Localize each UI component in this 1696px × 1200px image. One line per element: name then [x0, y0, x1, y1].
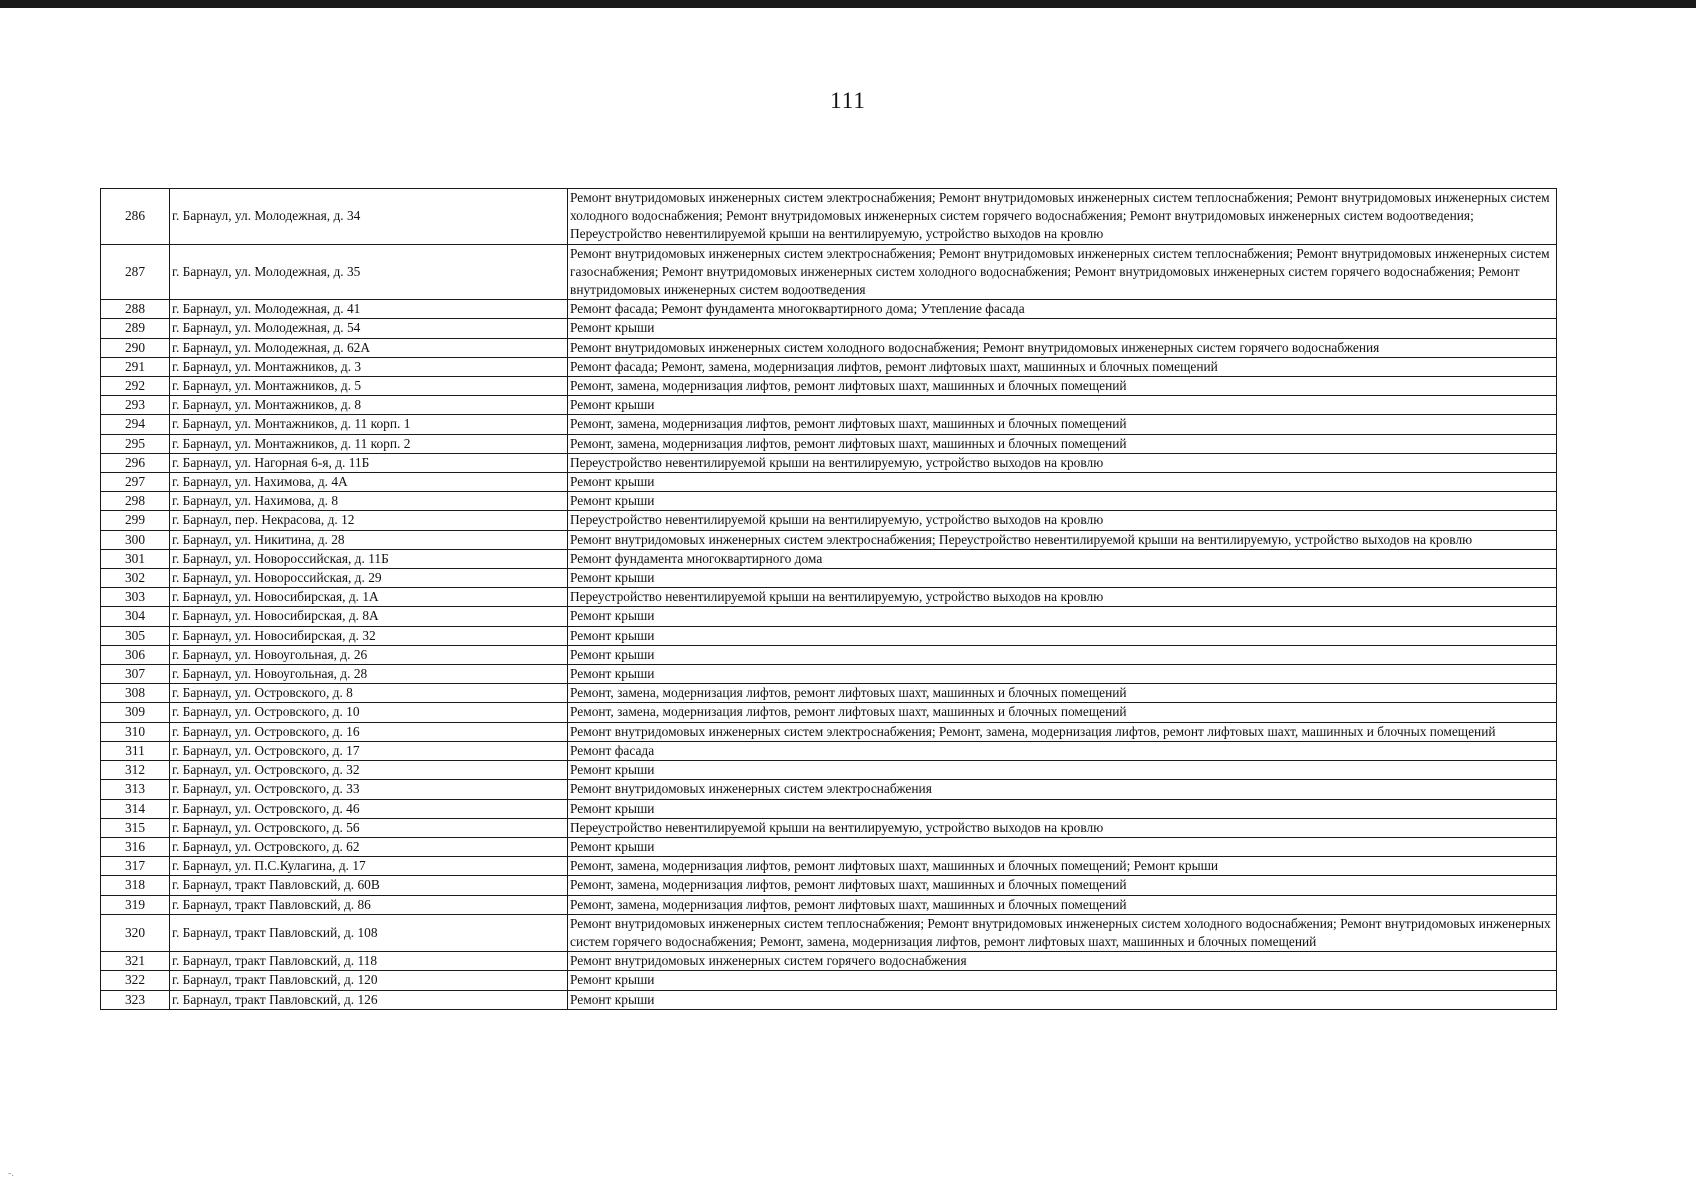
row-number: 302: [101, 569, 170, 588]
row-address: г. Барнаул, ул. Островского, д. 32: [170, 761, 568, 780]
table-row: [101, 300, 1557, 319]
row-works: Ремонт крыши: [568, 319, 1557, 338]
scan-stray-mark: -.: [8, 1168, 14, 1179]
row-works: Ремонт крыши: [568, 473, 1557, 492]
row-address: г. Барнаул, ул. Молодежная, д. 34: [170, 189, 568, 245]
repair-program-table: [100, 188, 1557, 1010]
row-address: г. Барнаул, тракт Павловский, д. 118: [170, 952, 568, 971]
row-number: 315: [101, 818, 170, 837]
row-works: Ремонт внутридомовых инженерных систем электроснабжения; Ремонт внутридомовых инженерных систем теплоснабжения; Ремонт внутридомовых инженерных систем газоснабжения; Ремонт внутридомовых инженерных систем холодного водоснабжения; Ремонт внутридомовых инженерных систем горячего водоснабжения; Ремонт внутридомовых инженерных систем водоотведения: [568, 244, 1557, 300]
table-body: [101, 189, 1557, 1010]
table-row: [101, 837, 1557, 856]
row-address: г. Барнаул, ул. Никитина, д. 28: [170, 530, 568, 549]
row-works: Ремонт, замена, модернизация лифтов, ремонт лифтовых шахт, машинных и блочных помещений: [568, 703, 1557, 722]
row-number: 317: [101, 857, 170, 876]
row-number: 321: [101, 952, 170, 971]
row-number: 323: [101, 990, 170, 1009]
row-number: 298: [101, 492, 170, 511]
table-row: [101, 338, 1557, 357]
row-works: Ремонт крыши: [568, 396, 1557, 415]
row-number: 290: [101, 338, 170, 357]
table-row: [101, 453, 1557, 472]
row-works: Ремонт внутридомовых инженерных систем горячего водоснабжения: [568, 952, 1557, 971]
row-address: г. Барнаул, ул. Новоугольная, д. 28: [170, 665, 568, 684]
row-address: г. Барнаул, ул. Молодежная, д. 54: [170, 319, 568, 338]
row-works: Ремонт фасада: [568, 741, 1557, 760]
table-row: [101, 952, 1557, 971]
row-number: 291: [101, 357, 170, 376]
row-number: 319: [101, 895, 170, 914]
row-address: г. Барнаул, ул. Островского, д. 56: [170, 818, 568, 837]
table-row: [101, 703, 1557, 722]
table-row: [101, 857, 1557, 876]
table-row: [101, 799, 1557, 818]
row-address: г. Барнаул, ул. Новосибирская, д. 8А: [170, 607, 568, 626]
row-address: г. Барнаул, ул. Монтажников, д. 11 корп. 2: [170, 434, 568, 453]
row-works: Переустройство невентилируемой крыши на вентилируемую, устройство выходов на кровлю: [568, 511, 1557, 530]
row-works: Ремонт внутридомовых инженерных систем теплоснабжения; Ремонт внутридомовых инженерных систем холодного водоснабжения; Ремонт внутридомовых инженерных систем горячего водоснабжения; Ремонт, замена, модернизация лифтов, ремонт лифтовых шахт, машинных и блочных помещений: [568, 914, 1557, 951]
row-number: 301: [101, 549, 170, 568]
table-row: [101, 780, 1557, 799]
table-row: [101, 357, 1557, 376]
row-address: г. Барнаул, ул. Островского, д. 16: [170, 722, 568, 741]
row-number: 297: [101, 473, 170, 492]
row-works: Ремонт фасада; Ремонт, замена, модернизация лифтов, ремонт лифтовых шахт, машинных и блочных помещений: [568, 357, 1557, 376]
table-row: [101, 684, 1557, 703]
row-number: 312: [101, 761, 170, 780]
table-row: [101, 607, 1557, 626]
row-number: 289: [101, 319, 170, 338]
row-works: Ремонт фасада; Ремонт фундамента многоквартирного дома; Утепление фасада: [568, 300, 1557, 319]
row-number: 288: [101, 300, 170, 319]
table-row: [101, 895, 1557, 914]
table-row: [101, 244, 1557, 300]
table-row: [101, 396, 1557, 415]
table-row: [101, 319, 1557, 338]
row-number: 309: [101, 703, 170, 722]
row-number: 292: [101, 377, 170, 396]
row-address: г. Барнаул, ул. Новороссийская, д. 29: [170, 569, 568, 588]
row-works: Ремонт, замена, модернизация лифтов, ремонт лифтовых шахт, машинных и блочных помещений: [568, 876, 1557, 895]
row-works: Ремонт внутридомовых инженерных систем электроснабжения; Ремонт внутридомовых инженерных систем теплоснабжения; Ремонт внутридомовых инженерных систем холодного водоснабжения; Ремонт внутридомовых инженерных систем горячего водоснабжения; Ремонт внутридомовых инженерных систем водоотведения; Переустройство невентилируемой крыши на вентилируемую, устройство выходов на кровлю: [568, 189, 1557, 245]
row-works: Ремонт крыши: [568, 665, 1557, 684]
row-works: Ремонт, замена, модернизация лифтов, ремонт лифтовых шахт, машинных и блочных помещений: [568, 377, 1557, 396]
row-works: Ремонт фундамента многоквартирного дома: [568, 549, 1557, 568]
table-row: [101, 415, 1557, 434]
row-works: Ремонт внутридомовых инженерных систем электроснабжения: [568, 780, 1557, 799]
row-number: 303: [101, 588, 170, 607]
row-number: 316: [101, 837, 170, 856]
row-works: Ремонт крыши: [568, 990, 1557, 1009]
table-container: [100, 188, 1551, 1010]
table-row: [101, 665, 1557, 684]
row-address: г. Барнаул, ул. Островского, д. 8: [170, 684, 568, 703]
row-address: г. Барнаул, тракт Павловский, д. 120: [170, 971, 568, 990]
row-address: г. Барнаул, ул. Островского, д. 10: [170, 703, 568, 722]
row-number: 304: [101, 607, 170, 626]
row-number: 293: [101, 396, 170, 415]
row-works: Переустройство невентилируемой крыши на вентилируемую, устройство выходов на кровлю: [568, 453, 1557, 472]
row-address: г. Барнаул, ул. Нагорная 6-я, д. 11Б: [170, 453, 568, 472]
row-address: г. Барнаул, тракт Павловский, д. 126: [170, 990, 568, 1009]
table-row: [101, 761, 1557, 780]
row-works: Ремонт, замена, модернизация лифтов, ремонт лифтовых шахт, машинных и блочных помещений: [568, 434, 1557, 453]
row-address: г. Барнаул, ул. Монтажников, д. 5: [170, 377, 568, 396]
row-works: Ремонт, замена, модернизация лифтов, ремонт лифтовых шахт, машинных и блочных помещений: [568, 895, 1557, 914]
row-number: 299: [101, 511, 170, 530]
row-address: г. Барнаул, ул. Новороссийская, д. 11Б: [170, 549, 568, 568]
table-row: [101, 645, 1557, 664]
row-works: Ремонт крыши: [568, 645, 1557, 664]
table-row: [101, 511, 1557, 530]
row-number: 300: [101, 530, 170, 549]
table-row: [101, 626, 1557, 645]
row-works: Переустройство невентилируемой крыши на вентилируемую, устройство выходов на кровлю: [568, 818, 1557, 837]
row-address: г. Барнаул, тракт Павловский, д. 86: [170, 895, 568, 914]
table-row: [101, 434, 1557, 453]
row-address: г. Барнаул, ул. Островского, д. 62: [170, 837, 568, 856]
table-row: [101, 741, 1557, 760]
table-row: [101, 189, 1557, 245]
row-address: г. Барнаул, ул. Молодежная, д. 62А: [170, 338, 568, 357]
row-works: Ремонт внутридомовых инженерных систем электроснабжения; Переустройство невентилируемой крыши на вентилируемую, устройство выходов на кровлю: [568, 530, 1557, 549]
row-address: г. Барнаул, ул. Островского, д. 46: [170, 799, 568, 818]
row-address: г. Барнаул, ул. Нахимова, д. 4А: [170, 473, 568, 492]
row-address: г. Барнаул, ул. Нахимова, д. 8: [170, 492, 568, 511]
row-address: г. Барнаул, ул. П.С.Кулагина, д. 17: [170, 857, 568, 876]
row-address: г. Барнаул, ул. Островского, д. 17: [170, 741, 568, 760]
row-number: 287: [101, 244, 170, 300]
row-address: г. Барнаул, ул. Новоугольная, д. 26: [170, 645, 568, 664]
row-address: г. Барнаул, ул. Монтажников, д. 8: [170, 396, 568, 415]
page-number: 111: [830, 88, 866, 113]
table-row: [101, 377, 1557, 396]
row-address: г. Барнаул, тракт Павловский, д. 60В: [170, 876, 568, 895]
table-row: [101, 876, 1557, 895]
table-row: [101, 549, 1557, 568]
table-row: [101, 473, 1557, 492]
row-works: Ремонт внутридомовых инженерных систем холодного водоснабжения; Ремонт внутридомовых инженерных систем горячего водоснабжения: [568, 338, 1557, 357]
row-works: Ремонт, замена, модернизация лифтов, ремонт лифтовых шахт, машинных и блочных помещений; Ремонт крыши: [568, 857, 1557, 876]
row-number: 296: [101, 453, 170, 472]
row-number: 322: [101, 971, 170, 990]
table-row: [101, 818, 1557, 837]
row-works: Ремонт, замена, модернизация лифтов, ремонт лифтовых шахт, машинных и блочных помещений: [568, 684, 1557, 703]
row-works: Ремонт крыши: [568, 569, 1557, 588]
row-number: 305: [101, 626, 170, 645]
row-number: 295: [101, 434, 170, 453]
row-number: 294: [101, 415, 170, 434]
row-address: г. Барнаул, пер. Некрасова, д. 12: [170, 511, 568, 530]
table-row: [101, 914, 1557, 951]
row-address: г. Барнаул, ул. Новосибирская, д. 32: [170, 626, 568, 645]
table-row: [101, 588, 1557, 607]
row-works: Ремонт крыши: [568, 761, 1557, 780]
row-number: 307: [101, 665, 170, 684]
table-row: [101, 722, 1557, 741]
row-number: 313: [101, 780, 170, 799]
row-works: Ремонт крыши: [568, 492, 1557, 511]
row-works: Переустройство невентилируемой крыши на вентилируемую, устройство выходов на кровлю: [568, 588, 1557, 607]
row-number: 286: [101, 189, 170, 245]
table-row: [101, 530, 1557, 549]
row-number: 308: [101, 684, 170, 703]
table-row: [101, 492, 1557, 511]
row-address: г. Барнаул, ул. Монтажников, д. 11 корп. 1: [170, 415, 568, 434]
row-works: Ремонт внутридомовых инженерных систем электроснабжения; Ремонт, замена, модернизация лифтов, ремонт лифтовых шахт, машинных и блочных помещений: [568, 722, 1557, 741]
row-works: Ремонт крыши: [568, 607, 1557, 626]
row-address: г. Барнаул, ул. Островского, д. 33: [170, 780, 568, 799]
scan-top-border: [0, 0, 1696, 8]
row-works: Ремонт крыши: [568, 837, 1557, 856]
row-address: г. Барнаул, ул. Молодежная, д. 41: [170, 300, 568, 319]
row-number: 320: [101, 914, 170, 951]
table-row: [101, 569, 1557, 588]
row-number: 310: [101, 722, 170, 741]
row-address: г. Барнаул, ул. Новосибирская, д. 1А: [170, 588, 568, 607]
table-row: [101, 990, 1557, 1009]
row-number: 311: [101, 741, 170, 760]
row-works: Ремонт, замена, модернизация лифтов, ремонт лифтовых шахт, машинных и блочных помещений: [568, 415, 1557, 434]
row-works: Ремонт крыши: [568, 626, 1557, 645]
row-number: 314: [101, 799, 170, 818]
row-address: г. Барнаул, тракт Павловский, д. 108: [170, 914, 568, 951]
row-number: 318: [101, 876, 170, 895]
row-address: г. Барнаул, ул. Монтажников, д. 3: [170, 357, 568, 376]
table-row: [101, 971, 1557, 990]
row-works: Ремонт крыши: [568, 799, 1557, 818]
row-number: 306: [101, 645, 170, 664]
row-works: Ремонт крыши: [568, 971, 1557, 990]
row-address: г. Барнаул, ул. Молодежная, д. 35: [170, 244, 568, 300]
